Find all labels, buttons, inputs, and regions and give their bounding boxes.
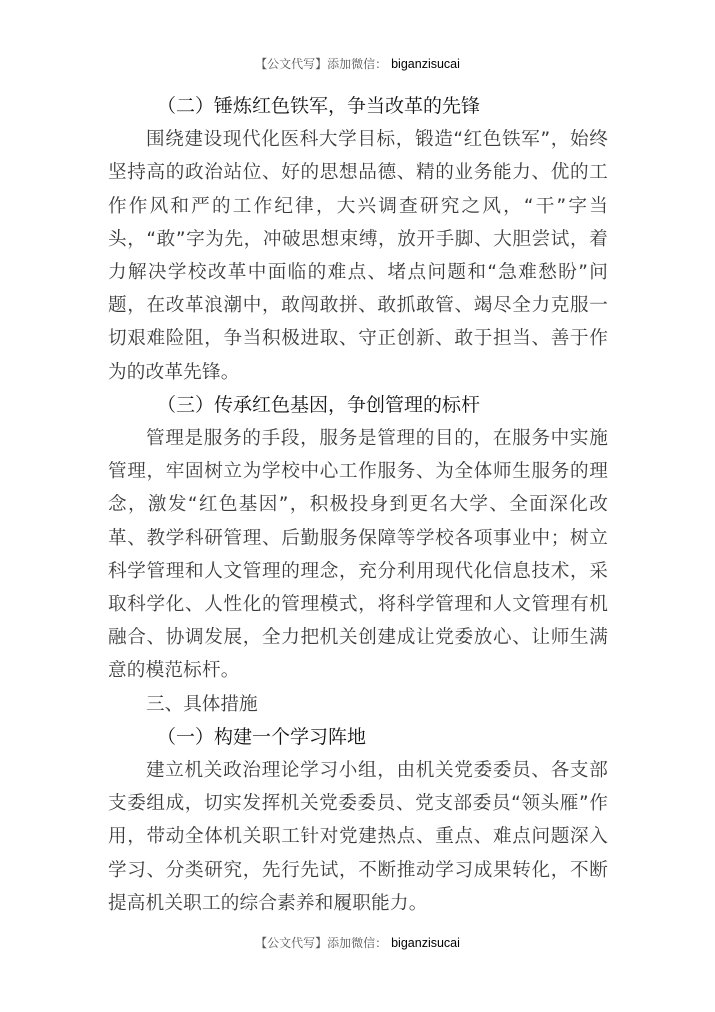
- page-footer: [0, 934, 715, 951]
- footer-promo-text: 【公文代写】添加微信：: [255, 936, 388, 950]
- part-title: 三、具体措施: [146, 693, 258, 715]
- header-promo-text: 【公文代写】添加微信：: [255, 57, 388, 71]
- measure-heading-1: （一）构建一个学习阵地: [157, 725, 367, 748]
- section-paragraph-3: 管理是服务的手段，服务是管理的目的，在服务中实施管理，牢固树立为学校中心工作服务、为全体师生服务的理念，激发“红色基因”，积极投身到更名大学、全面深化改革、教学科研管理、后勤服务保障等学校各项事业中；树立科学管理和人文管理的理念，充分利用现代化信息技术，采取科学化、人性化的管理模式，将科学管理和人文管理有机融合、协调发展，全力把机关创建成让党委放心、让师生满意的模范标杆。: [108, 428, 608, 682]
- document-body: [108, 90, 608, 920]
- measure-paragraph-1: 建立机关政治理论学习小组，由机关党委委员、各支部支委组成，切实发挥机关党委委员、党支部委员“领头雁”作用，带动全体机关职工针对党建热点、重点、难点问题深入学习、分类研究，先行先试，不断推动学习成果转化，不断提高机关职工的综合素养和履职能力。: [108, 760, 608, 914]
- footer-wechat-id: biganzisucai: [391, 936, 460, 950]
- section-heading-2: （二）锤炼红色铁军，争当改革的先锋: [157, 95, 481, 117]
- page-header: [0, 55, 715, 72]
- section-heading-3: （三）传承红色基因，争创管理的标杆: [157, 393, 481, 416]
- header-wechat-id: biganzisucai: [391, 57, 460, 71]
- section-paragraph-2: 围绕建设现代化医科大学目标，锻造“红色铁军”，始终坚持高的政治站位、好的思想品德、精的业务能力、优的工作作风和严的工作纪律，大兴调查研究之风，“干”字当头，“敢”字为先，冲破思想束缚，放开手脚、大胆尝试，着力解决学校改革中面临的难点、堵点问题和“急难愁盼”问题，在改革浪潮中，敢闯敢拼、敢抓敢管、竭尽全力克服一切艰难险阻，争当积极进取、守正创新、敢于担当、善于作为的改革先锋。: [108, 129, 608, 383]
